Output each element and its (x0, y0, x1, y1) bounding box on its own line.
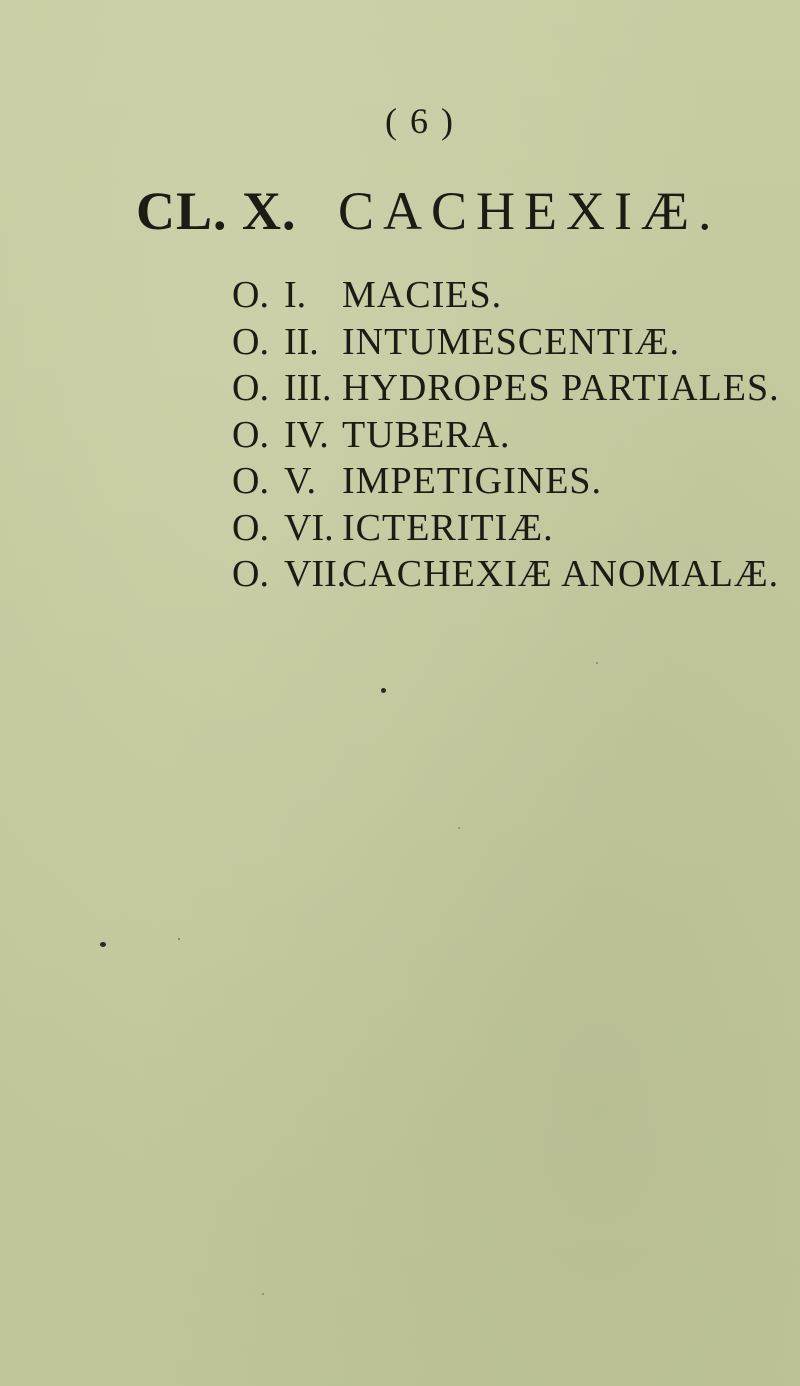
order-name: CACHEXIÆ ANOMALÆ. (342, 553, 780, 595)
order-prefix: O. (232, 553, 269, 595)
order-numeral: I. (284, 274, 307, 316)
order-prefix: O. (232, 506, 269, 549)
paper-speck (381, 688, 386, 693)
paper-speck (262, 1293, 264, 1295)
order-prefix: O. (232, 413, 269, 456)
order-row-1 (232, 272, 780, 319)
order-numeral: II. (284, 320, 319, 363)
order-row-2 (232, 319, 780, 366)
order-prefix: O. (232, 460, 269, 502)
order-row-3 (232, 365, 780, 412)
order-numeral: VII. (284, 553, 347, 595)
order-name: TUBERA. (342, 413, 511, 456)
orders-list (232, 272, 780, 598)
order-row-6 (232, 505, 780, 552)
paper-speck (596, 662, 598, 664)
order-row-4 (232, 412, 780, 459)
order-numeral: IV. (284, 413, 329, 456)
paper-speck (100, 942, 106, 947)
class-title: CACHEXIÆ. (338, 181, 721, 241)
paper-speck (178, 938, 180, 940)
order-name: ICTERITIÆ. (342, 506, 554, 549)
order-row-7 (232, 551, 780, 598)
order-name: INTUMESCENTIÆ. (342, 320, 681, 363)
paper-speck (458, 827, 460, 829)
order-numeral: VI. (284, 506, 334, 549)
class-heading (136, 180, 721, 242)
page-number: ( 6 ) (385, 101, 455, 141)
order-name: IMPETIGINES. (342, 460, 603, 502)
order-prefix: O. (232, 367, 269, 409)
order-name: HYDROPES PARTIALES. (342, 367, 780, 409)
order-numeral: III. (284, 367, 332, 409)
order-numeral: V. (284, 460, 317, 502)
order-prefix: O. (232, 274, 269, 316)
order-row-5 (232, 458, 780, 505)
order-name: MACIES. (342, 274, 503, 316)
class-label: CL. X. (136, 181, 297, 241)
order-prefix: O. (232, 320, 269, 363)
